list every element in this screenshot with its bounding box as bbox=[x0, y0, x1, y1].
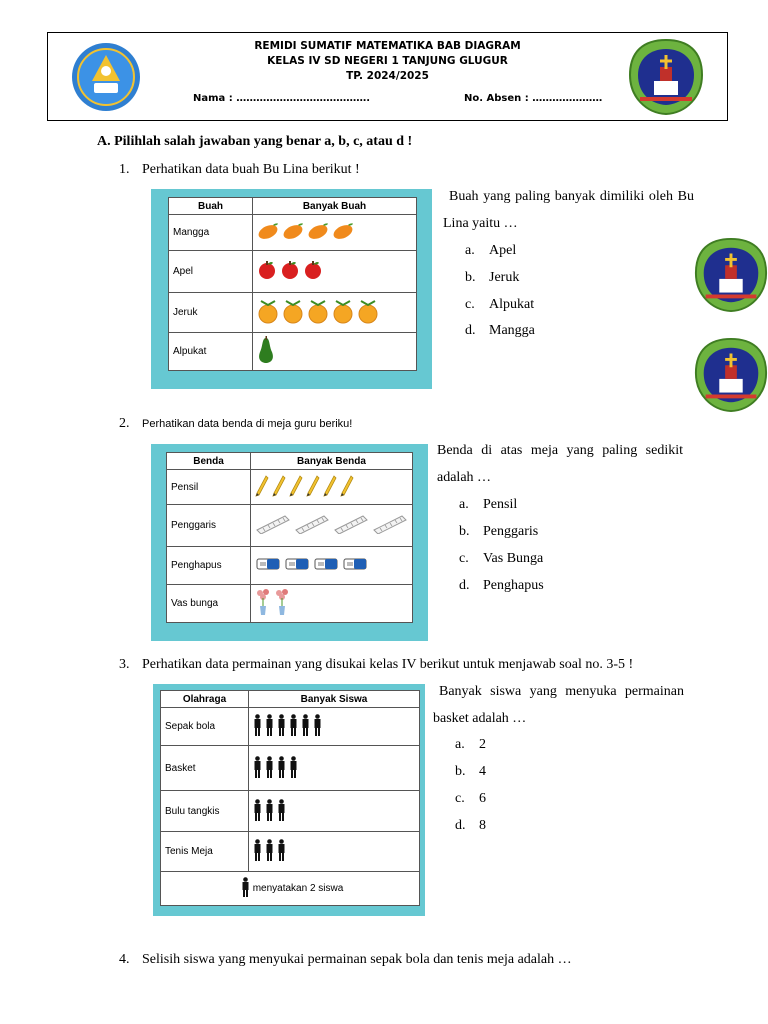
q3-option-b[interactable] bbox=[455, 764, 486, 780]
header-line-2: KELAS IV SD NEGERI 1 TANJUNG GLUGUR bbox=[267, 55, 508, 67]
option-text: Pensil bbox=[483, 497, 518, 512]
q1-option-a[interactable] bbox=[465, 243, 516, 259]
person-icon bbox=[301, 714, 310, 739]
option-letter: c. bbox=[465, 297, 475, 312]
q1-option-b[interactable] bbox=[465, 270, 519, 286]
q3-option-a[interactable] bbox=[455, 737, 486, 753]
option-text: 2 bbox=[479, 737, 486, 752]
q4-text: Selisih siswa yang menyukai permainan sepak bola dan tenis meja adalah … bbox=[142, 952, 572, 967]
option-letter: b. bbox=[455, 764, 466, 779]
q3-row-pics bbox=[249, 746, 420, 791]
q1-row-pics bbox=[253, 251, 417, 293]
flower-vase-icon bbox=[274, 588, 290, 619]
q3-option-d[interactable] bbox=[455, 818, 486, 834]
person-icon bbox=[313, 714, 322, 739]
person-icon bbox=[289, 756, 298, 781]
q1-text: Perhatikan data buah Bu Lina berikut ! bbox=[142, 162, 360, 177]
orange-icon bbox=[282, 298, 304, 327]
option-letter: d. bbox=[455, 818, 466, 833]
pencil-icon bbox=[272, 475, 286, 500]
school-logo bbox=[626, 37, 706, 117]
option-text: 8 bbox=[479, 818, 486, 833]
person-icon bbox=[277, 839, 286, 864]
q1-row-pics bbox=[253, 215, 417, 251]
q2-option-a[interactable] bbox=[459, 497, 517, 513]
q3-row-pics bbox=[249, 708, 420, 746]
q1-option-d[interactable] bbox=[465, 323, 535, 339]
pencil-icon bbox=[340, 475, 354, 500]
apple-icon bbox=[303, 260, 323, 283]
q1-option-c[interactable] bbox=[465, 297, 534, 313]
person-icon bbox=[253, 799, 262, 824]
apple-icon bbox=[257, 260, 277, 283]
person-icon bbox=[277, 756, 286, 781]
option-text: Jeruk bbox=[489, 270, 520, 285]
pencil-icon bbox=[255, 475, 269, 500]
person-icon bbox=[289, 714, 298, 739]
orange-icon bbox=[332, 298, 354, 327]
q3-row-label: Basket bbox=[161, 746, 249, 791]
q2-col-header-2: Banyak Benda bbox=[251, 453, 413, 470]
q3-row-label: Bulu tangkis bbox=[161, 791, 249, 832]
q3-picture-table bbox=[160, 690, 420, 906]
school-logo-watermark bbox=[692, 336, 768, 414]
option-letter: c. bbox=[455, 791, 465, 806]
person-icon bbox=[277, 799, 286, 824]
q2-row-label: Pensil bbox=[167, 470, 251, 505]
q1-stem: Buah yang paling banyak dimiliki oleh Bu Lina yaitu … bbox=[443, 189, 694, 231]
ruler-icon bbox=[372, 514, 408, 537]
pencil-icon bbox=[323, 475, 337, 500]
apple-icon bbox=[280, 260, 300, 283]
q2-text: Perhatikan data benda di meja guru beriku! bbox=[142, 418, 353, 430]
person-icon bbox=[253, 714, 262, 739]
q2-row-label: Penghapus bbox=[167, 547, 251, 585]
eraser-icon bbox=[342, 556, 368, 575]
q2-col-header-1: Benda bbox=[167, 453, 251, 470]
flower-vase-icon bbox=[255, 588, 271, 619]
school-logo-watermark bbox=[692, 236, 768, 314]
q3-row-pics bbox=[249, 791, 420, 832]
q3-col-header-1: Olahraga bbox=[161, 691, 249, 708]
q4-number: 4. bbox=[119, 952, 130, 967]
q2-row-pics bbox=[251, 585, 413, 623]
q1-number: 1. bbox=[119, 162, 130, 177]
q2-option-c[interactable] bbox=[459, 551, 543, 567]
q2-picture-table bbox=[166, 452, 413, 623]
orange-icon bbox=[357, 298, 379, 327]
q2-row-label: Penggaris bbox=[167, 505, 251, 547]
option-letter: d. bbox=[465, 323, 476, 338]
section-a-title: A. Pilihlah salah jawaban yang benar a, b, c, atau d ! bbox=[97, 134, 413, 149]
q1-col-header-2: Banyak Buah bbox=[253, 198, 417, 215]
q3-col-header-2: Banyak Siswa bbox=[249, 691, 420, 708]
q3-number: 3. bbox=[119, 657, 130, 672]
ruler-icon bbox=[255, 514, 291, 537]
q1-row-pics bbox=[253, 333, 417, 371]
header-line-3: TP. 2024/2025 bbox=[346, 70, 429, 82]
option-text: 4 bbox=[479, 764, 486, 779]
q3-legend bbox=[161, 872, 420, 906]
person-icon bbox=[277, 714, 286, 739]
option-letter: b. bbox=[465, 270, 476, 285]
person-icon bbox=[265, 799, 274, 824]
q3-row-label: Tenis Meja bbox=[161, 832, 249, 872]
ruler-icon bbox=[294, 514, 330, 537]
orange-icon bbox=[307, 298, 329, 327]
pencil-icon bbox=[289, 475, 303, 500]
q2-row-pics bbox=[251, 470, 413, 505]
q1-picture-table bbox=[168, 197, 417, 371]
q2-option-b[interactable] bbox=[459, 524, 538, 540]
person-icon bbox=[253, 756, 262, 781]
option-text: Penggaris bbox=[483, 524, 539, 539]
avocado-icon bbox=[257, 336, 275, 367]
q2-row-label: Vas bunga bbox=[167, 585, 251, 623]
option-text: Apel bbox=[489, 243, 517, 258]
q2-stem: Benda di atas meja yang paling sedikit adalah … bbox=[437, 443, 683, 485]
option-text: 6 bbox=[479, 791, 486, 806]
exam-header bbox=[47, 32, 728, 121]
option-letter: a. bbox=[459, 497, 469, 512]
q2-row-pics bbox=[251, 505, 413, 547]
orange-icon bbox=[257, 298, 279, 327]
q3-row-pics bbox=[249, 832, 420, 872]
person-icon bbox=[241, 877, 250, 900]
option-letter: b. bbox=[459, 524, 470, 539]
q3-stem: Banyak siswa yang menyuka permainan basket adalah … bbox=[433, 684, 684, 726]
q3-legend-text: menyatakan 2 siswa bbox=[252, 883, 344, 895]
pencil-icon bbox=[306, 475, 320, 500]
mango-icon bbox=[257, 222, 279, 243]
q1-row-label: Jeruk bbox=[169, 293, 253, 333]
header-line-1: REMIDI SUMATIF MATEMATIKA BAB DIAGRAM bbox=[254, 40, 521, 52]
mango-icon bbox=[282, 222, 304, 243]
option-letter: d. bbox=[459, 578, 470, 593]
q2-option-d[interactable] bbox=[459, 578, 544, 594]
q3-option-c[interactable] bbox=[455, 791, 486, 807]
option-text: Mangga bbox=[489, 323, 535, 338]
person-icon bbox=[265, 839, 274, 864]
q1-row-pics bbox=[253, 293, 417, 333]
person-icon bbox=[265, 714, 274, 739]
option-letter: c. bbox=[459, 551, 469, 566]
option-text: Vas Bunga bbox=[483, 551, 544, 566]
q3-text: Perhatikan data permainan yang disukai kelas IV berikut untuk menjawab soal no. 3-5 ! bbox=[142, 657, 634, 672]
eraser-icon bbox=[313, 556, 339, 575]
q1-row-label: Alpukat bbox=[169, 333, 253, 371]
q1-row-label: Apel bbox=[169, 251, 253, 293]
q3-row-label: Sepak bola bbox=[161, 708, 249, 746]
mango-icon bbox=[332, 222, 354, 243]
absen-field-label: No. Absen : ………………… bbox=[464, 93, 603, 104]
mango-icon bbox=[307, 222, 329, 243]
person-icon bbox=[265, 756, 274, 781]
q1-row-label: Mangga bbox=[169, 215, 253, 251]
q1-col-header-1: Buah bbox=[169, 198, 253, 215]
option-text: Penghapus bbox=[483, 578, 544, 593]
option-letter: a. bbox=[455, 737, 465, 752]
q2-number: 2. bbox=[119, 416, 130, 431]
eraser-icon bbox=[255, 556, 281, 575]
eraser-icon bbox=[284, 556, 310, 575]
name-field-label: Nama : …………………………………. bbox=[193, 93, 371, 104]
option-text: Alpukat bbox=[489, 297, 535, 312]
q2-row-pics bbox=[251, 547, 413, 585]
ruler-icon bbox=[333, 514, 369, 537]
person-icon bbox=[253, 839, 262, 864]
option-letter: a. bbox=[465, 243, 475, 258]
